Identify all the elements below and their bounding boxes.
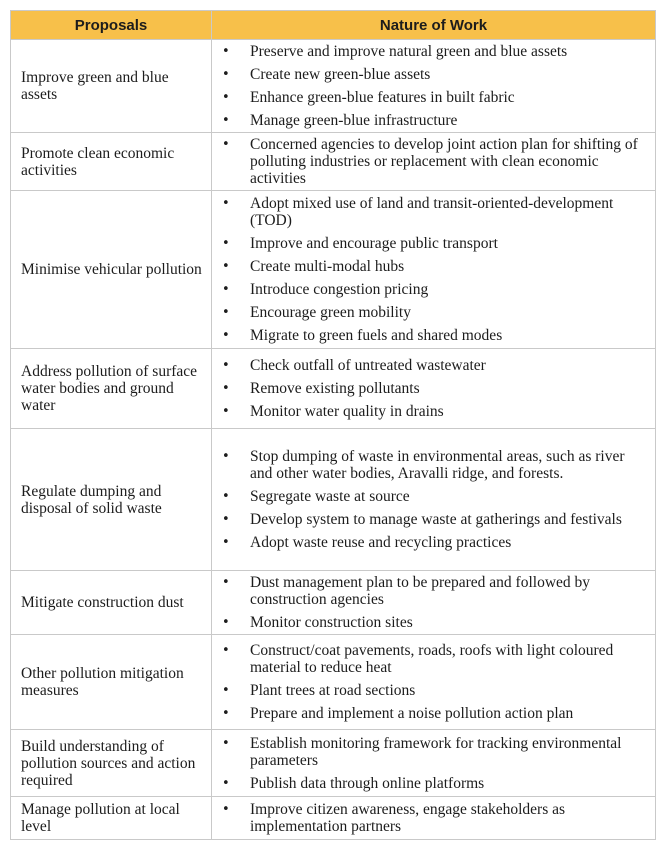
work-list — [212, 357, 649, 420]
work-item: • Construct/coat pavements, roads, roofs with light coloured material to reduce heat — [212, 642, 649, 676]
work-list — [212, 195, 649, 344]
nature-of-work-cell — [212, 40, 656, 133]
table-row — [11, 571, 656, 635]
work-item: • Migrate to green fuels and shared modes — [212, 327, 649, 344]
work-item: • Dust management plan to be prepared and followed by construction agencies — [212, 574, 649, 608]
nature-of-work-cell — [212, 133, 656, 191]
proposal-cell: Minimise vehicular pollution — [11, 191, 212, 349]
work-item: • Adopt waste reuse and recycling practices — [212, 534, 649, 551]
header-proposals: Proposals — [11, 11, 212, 40]
table-row — [11, 429, 656, 571]
work-item: • Improve citizen awareness, engage stakeholders as implementation partners — [212, 801, 649, 835]
work-list — [212, 136, 649, 187]
work-list — [212, 574, 649, 631]
work-item: • Introduce congestion pricing — [212, 281, 649, 298]
work-list — [212, 642, 649, 722]
nature-of-work-cell — [212, 191, 656, 349]
work-item: • Preserve and improve natural green and blue assets — [212, 43, 649, 60]
work-item: • Check outfall of untreated wastewater — [212, 357, 649, 374]
work-item: • Create multi-modal hubs — [212, 258, 649, 275]
work-item: • Develop system to manage waste at gatherings and festivals — [212, 511, 649, 528]
work-list — [212, 735, 649, 792]
work-item: • Plant trees at road sections — [212, 682, 649, 699]
proposal-cell: Manage pollution at local level — [11, 797, 212, 840]
nature-of-work-cell — [212, 797, 656, 840]
proposal-cell: Improve green and blue assets — [11, 40, 212, 133]
proposal-cell: Address pollution of surface water bodies and ground water — [11, 349, 212, 429]
table-row — [11, 797, 656, 840]
table-row — [11, 40, 656, 133]
table-row — [11, 133, 656, 191]
work-item: • Monitor construction sites — [212, 614, 649, 631]
table-row — [11, 730, 656, 797]
nature-of-work-cell — [212, 349, 656, 429]
work-item: • Publish data through online platforms — [212, 775, 649, 792]
work-item: • Concerned agencies to develop joint action plan for shifting of polluting industries or replacement with clean economic activities — [212, 136, 649, 187]
work-item: • Enhance green-blue features in built fabric — [212, 89, 649, 106]
work-item: • Monitor water quality in drains — [212, 403, 649, 420]
nature-of-work-cell — [212, 571, 656, 635]
work-item: • Improve and encourage public transport — [212, 235, 649, 252]
proposal-cell: Mitigate construction dust — [11, 571, 212, 635]
nature-of-work-cell — [212, 429, 656, 571]
table-row — [11, 349, 656, 429]
work-item: • Remove existing pollutants — [212, 380, 649, 397]
proposal-cell: Other pollution mitigation measures — [11, 635, 212, 730]
work-list — [212, 43, 649, 129]
proposal-cell: Promote clean economic activities — [11, 133, 212, 191]
work-item: • Adopt mixed use of land and transit-oriented-development (TOD) — [212, 195, 649, 229]
work-item: • Manage green-blue infrastructure — [212, 112, 649, 129]
nature-of-work-cell — [212, 635, 656, 730]
work-item: • Prepare and implement a noise pollution action plan — [212, 705, 649, 722]
nature-of-work-cell — [212, 730, 656, 797]
table-row — [11, 635, 656, 730]
proposal-cell: Build understanding of pollution sources and action required — [11, 730, 212, 797]
work-item: • Stop dumping of waste in environmental areas, such as river and other water bodies, Aravalli ridge, and forests. — [212, 448, 649, 482]
work-list — [212, 801, 649, 835]
table-row — [11, 191, 656, 349]
work-list — [212, 448, 649, 551]
work-item: • Segregate waste at source — [212, 488, 649, 505]
table-body — [11, 40, 656, 840]
work-item: • Encourage green mobility — [212, 304, 649, 321]
work-item: • Establish monitoring framework for tracking environmental parameters — [212, 735, 649, 769]
header-nature-of-work: Nature of Work — [212, 11, 656, 40]
header-row — [11, 11, 656, 40]
proposal-cell: Regulate dumping and disposal of solid waste — [11, 429, 212, 571]
work-item: • Create new green-blue assets — [212, 66, 649, 83]
proposals-table — [10, 10, 656, 840]
